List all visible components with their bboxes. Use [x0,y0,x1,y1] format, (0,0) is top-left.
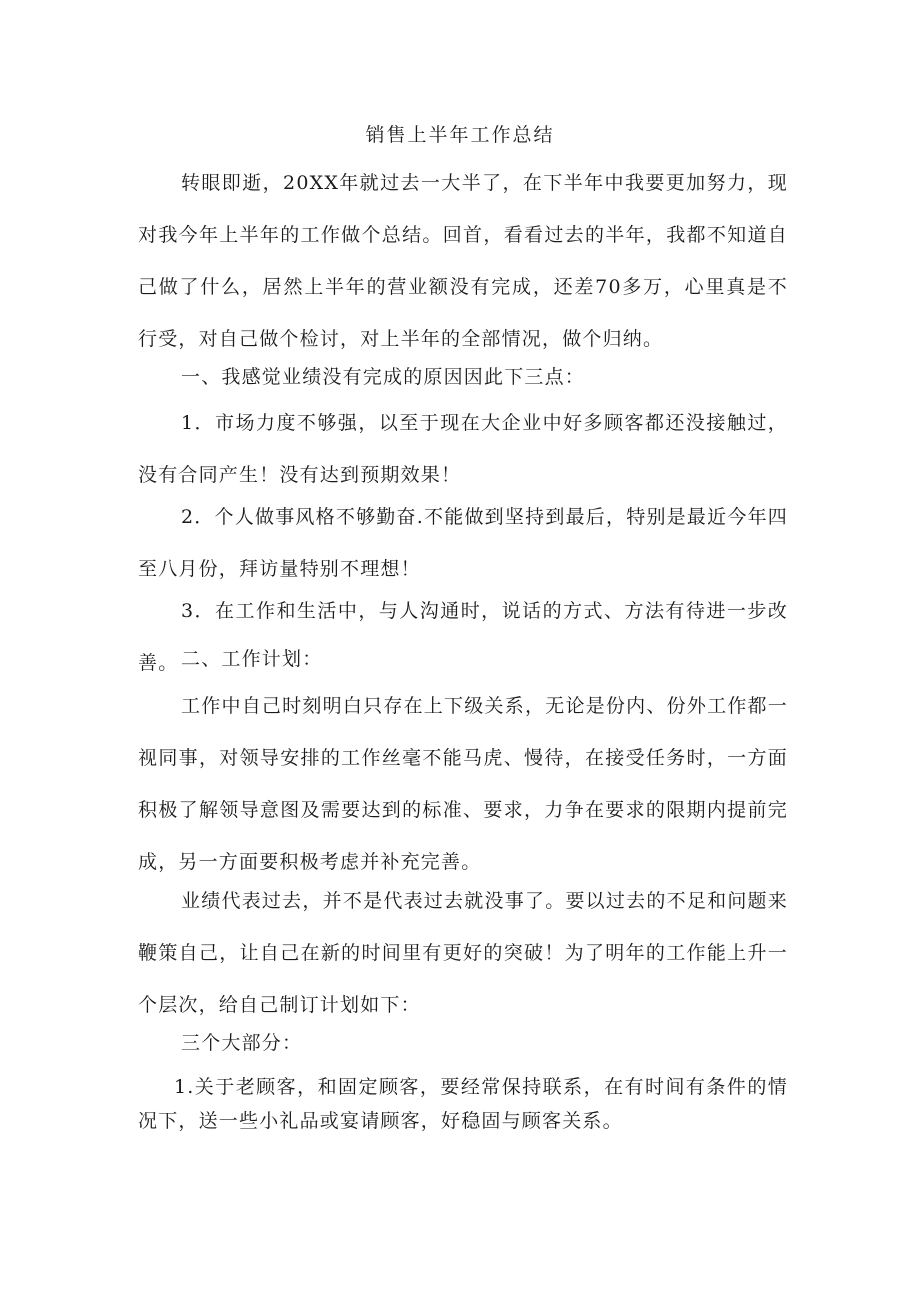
document-title: 销售上半年工作总结 [365,124,555,146]
section-heading-three-parts: 三个大部分： [181,1032,303,1054]
section-heading-plan: 二、工作计划： [181,648,323,670]
paragraph-intro: 转眼即逝，20XX年就过去一大半了，在下半年中我要更加努力，现对我今年上半年的工作做个总结。回首，看看过去的半年，我都不知道自己做了什么，居然上半年的营业额没有完成，还差70多万，心里真是不行受，对自己做个检讨，对上半年的全部情况，做个归纳。 [138,172,788,350]
list-item-reason-1: 1．市场力度不够强，以至于现在大企业中好多顾客都还没接触过，没有合同产生！没有达到预期效果！ [138,412,788,486]
list-item-reason-3: 3．在工作和生活中，与人沟通时，说话的方式、方法有待进一步改善。 [138,600,788,674]
list-item-plan-1: 1.关于老顾客，和固定顾客，要经常保持联系，在有时间有条件的情况下，送一些小礼品或宴请顾客，好稳固与顾客关系。 [138,1076,788,1132]
paragraph-work-attitude: 工作中自己时刻明白只存在上下级关系，无论是份内、份外工作都一视同事，对领导安排的工作丝毫不能马虎、慢待，在接受任务时，一方面积极了解领导意图及需要达到的标准、要求，力争在要求的限期内提前完成，另一方面要积极考虑并补充完善。 [138,695,788,873]
paragraph-performance: 业绩代表过去，并不是代表过去就没事了。要以过去的不足和问题来鞭策自己，让自己在新的时间里有更好的突破！为了明年的工作能上升一个层次，给自己制订计划如下： [138,890,788,1016]
list-item-reason-2: 2．个人做事风格不够勤奋.不能做到坚持到最后，特别是最近今年四至八月份，拜访量特别不理想！ [138,506,788,580]
section-heading-reasons: 一、我感觉业绩没有完成的原因因此下三点： [181,366,586,388]
